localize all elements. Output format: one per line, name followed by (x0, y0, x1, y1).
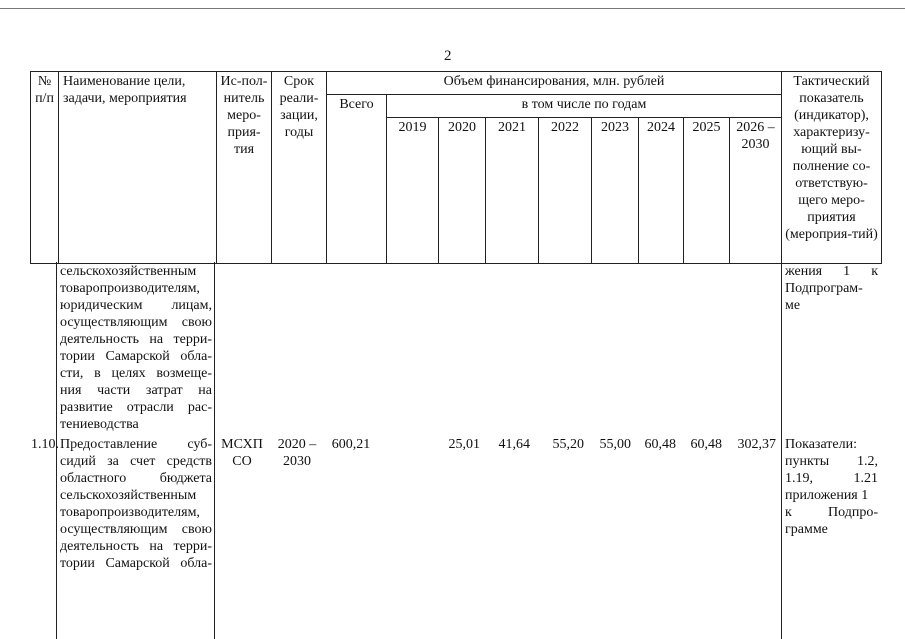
text-line: областного бюджета (60, 471, 212, 486)
text-line: товаропроизводителям, (60, 281, 200, 296)
row-term (271, 436, 323, 470)
row-value-2023: 55,00 (599, 437, 631, 452)
text-line: Подпрограм- (785, 281, 863, 296)
header-year-2021: 2021 (486, 118, 539, 264)
text-line: приложения 1 (785, 488, 869, 503)
column-border (781, 262, 782, 639)
header-year-2023: 2023 (592, 118, 639, 264)
continuation-name (60, 263, 212, 433)
text-line: тории Самарской обла- (60, 349, 212, 364)
row-number: 1.10. (31, 437, 59, 452)
header-year-2019: 2019 (387, 118, 439, 264)
text-line: ния части затрат на (60, 383, 212, 398)
text-line: ме (785, 298, 801, 313)
text-line: товаропроизводителям, (60, 505, 200, 520)
text-line: 2030 (283, 454, 311, 469)
text-line: тории Самарской обла- (60, 556, 212, 571)
row-name (60, 436, 212, 572)
row-executor (216, 436, 268, 470)
text-line: Предоставление суб- (60, 437, 212, 452)
text-line: деятельность на терри- (60, 332, 212, 347)
row-total: 600,21 (331, 437, 371, 452)
header-year-2024: 2024 (639, 118, 684, 264)
text-line: сельскохозяйственным (60, 264, 197, 279)
header-by-years: в том числе по годам (387, 95, 782, 118)
header-name: Наименование цели, задачи, мероприятия (59, 72, 217, 264)
row-value-2026-2030: 302,37 (737, 437, 776, 452)
row-value-2021: 41,64 (498, 437, 530, 452)
header-num: № п/п (31, 72, 59, 264)
column-border (214, 262, 215, 639)
text-line: сти, в целях возмеще- (60, 366, 212, 381)
text-line: СО (232, 454, 252, 469)
text-line: Показатели: (785, 437, 857, 452)
header-year-2026-2030: 2026 – 2030 (730, 118, 782, 264)
text-line: жения 1 к (785, 264, 878, 279)
text-line: деятельность на терри- (60, 539, 212, 554)
page-number: 2 (444, 48, 452, 64)
header-total: Всего (327, 95, 387, 264)
text-line: юридическим лицам, (60, 298, 212, 313)
text-line: 2020 – (277, 437, 317, 452)
text-line: к Подпро- (785, 505, 878, 520)
row-value-2024: 60,48 (644, 437, 676, 452)
text-line: сидий за счет средств (60, 454, 212, 469)
text-line: 1.19, 1.21 (785, 471, 878, 486)
row-indicator (785, 436, 878, 538)
text-line: тениеводства (60, 417, 139, 432)
text-line: грамме (785, 522, 828, 537)
text-line: сельскохозяйственным (60, 488, 197, 503)
row-value-2020: 25,01 (448, 437, 480, 452)
header-year-2025: 2025 (684, 118, 730, 264)
row-value-2022: 55,20 (552, 437, 584, 452)
table-header (30, 71, 882, 264)
header-term: Срок реали-зации, годы (272, 72, 327, 264)
header-year-2020: 2020 (439, 118, 486, 264)
scan-artifact-line (0, 8, 905, 9)
text-line: пункты 1.2, (785, 454, 878, 469)
row-value-2025: 60,48 (690, 437, 722, 452)
header-funding: Объем финансирования, млн. рублей (327, 72, 782, 95)
text-line: осуществляющим свою (60, 522, 212, 537)
header-year-2022: 2022 (539, 118, 592, 264)
continuation-indicator (785, 263, 878, 314)
text-line: МСХП (221, 437, 263, 452)
text-line: осуществляющим свою (60, 315, 212, 330)
header-indicator: Тактический показатель (индикатор), характеризу-ющий вы-полнение со-ответствую-щего меро-приятия (мероприя-тий) (782, 72, 882, 264)
text-line: развитие отрасли рас- (60, 400, 212, 415)
header-executor: Ис-пол-нитель меро-прия-тия (217, 72, 272, 264)
